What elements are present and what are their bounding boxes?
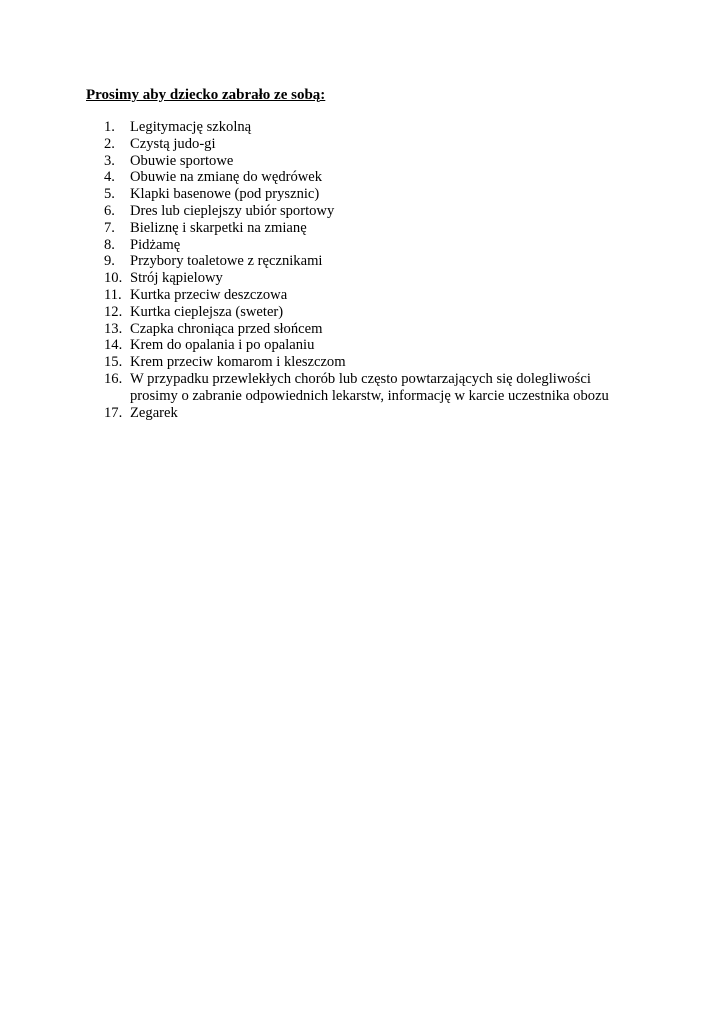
list-item-number: 4. <box>104 169 115 186</box>
list-item <box>104 220 704 237</box>
list-item-number: 10. <box>104 270 123 287</box>
list-item <box>104 136 704 153</box>
list-item-number: 6. <box>104 202 115 219</box>
packing-list <box>104 119 704 421</box>
list-item-text: Kurtka cieplejsza (sweter) <box>130 303 284 320</box>
list-item-text: Dres lub cieplejszy ubiór sportowy <box>130 202 335 219</box>
list-item-number: 17. <box>104 404 123 421</box>
list-item <box>104 287 704 304</box>
list-item-number: 11. <box>104 286 122 303</box>
list-item <box>104 203 704 220</box>
list-item <box>104 405 704 422</box>
list-item-number: 5. <box>104 186 115 203</box>
list-item <box>104 337 704 354</box>
list-item <box>104 119 704 136</box>
list-item-text: Legitymację szkolną <box>130 119 252 135</box>
list-item-text: Pidżamę <box>130 236 181 253</box>
list-item-text: Klapki basenowe (pod prysznic) <box>130 186 320 203</box>
list-item <box>104 153 704 170</box>
list-item-number: 8. <box>104 236 115 253</box>
list-item <box>104 253 704 270</box>
list-item <box>104 304 704 321</box>
list-item-text: Czapka chroniąca przed słońcem <box>130 320 323 337</box>
list-item <box>104 371 704 405</box>
list-item-number: 9. <box>104 253 115 270</box>
list-item-text-continuation: prosimy o zabranie odpowiednich lekarstw, informację w karcie uczestnika obozu <box>130 387 609 404</box>
list-item-text: Czystą judo-gi <box>130 135 216 152</box>
list-item-text: Zegarek <box>130 404 178 421</box>
list-item-number: 14. <box>104 337 123 354</box>
list-item-text: Przybory toaletowe z ręcznikami <box>130 253 323 270</box>
list-item-text: Bieliznę i skarpetki na zmianę <box>130 219 307 236</box>
list-item-text: Obuwie sportowe <box>130 152 234 169</box>
list-item <box>104 169 704 186</box>
list-item-number: 1. <box>104 119 115 135</box>
list-item <box>104 354 704 371</box>
list-item-number: 12. <box>104 303 123 320</box>
list-item-text: Obuwie na zmianę do wędrówek <box>130 169 323 186</box>
list-item-number: 13. <box>104 320 123 337</box>
list-item-number: 7. <box>104 219 115 236</box>
list-item-number: 16. <box>104 370 123 387</box>
list-item-text: Krem przeciw komarom i kleszczom <box>130 354 346 371</box>
list-item-number: 2. <box>104 135 115 152</box>
list-item-text: W przypadku przewlekłych chorób lub często powtarzających się dolegliwości <box>130 370 591 387</box>
list-item <box>104 237 704 254</box>
list-item-text: Kurtka przeciw deszczowa <box>130 286 288 303</box>
list-item-text: Krem do opalania i po opalaniu <box>130 337 315 354</box>
list-item-text: Strój kąpielowy <box>130 270 223 287</box>
list-item-number: 15. <box>104 354 123 371</box>
list-item <box>104 321 704 338</box>
page-heading: Prosimy aby dziecko zabrało ze sobą: <box>86 87 326 103</box>
list-item-number: 3. <box>104 152 115 169</box>
list-item <box>104 186 704 203</box>
list-item <box>104 270 704 287</box>
